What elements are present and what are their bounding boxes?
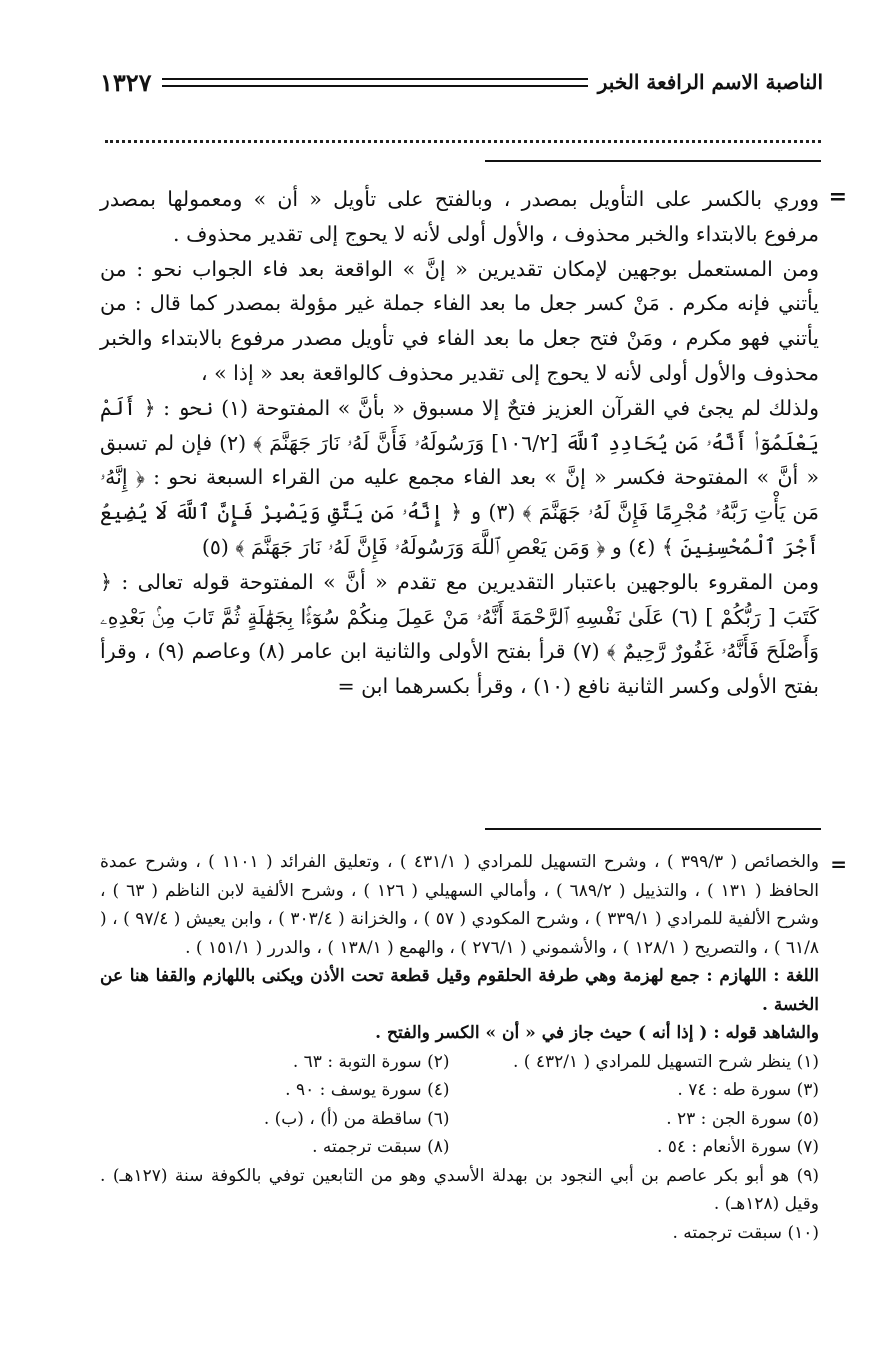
footnote-item: (١) ينظر شرح التسهيل للمرادي ( ٤٣٢/١ ) .: [512, 1051, 819, 1072]
body-paragraph-2: ومن المستعمل بوجهين لإمكان تقديرين « إنَّ » الواقعة بعد فاء الجواب نحو : من يأتني فإنه مكرم . مَنْ كسر جعل ما بعد الفاء جملة غير مؤولة بمصدر كما قال : من يأتني فهو مكرم ، ومَنْ فتح جعل ما بعد الفاء في تأويل مصدر مرفوع بالابتداء والخبر محذوف والأول أولى لأنه لا يحوج إلى تقدير محذوف كالواقعة بعد « إذا » ،: [100, 256, 820, 385]
footnote-item: (٧) سورة الأنعام : ٥٤ .: [656, 1137, 819, 1157]
footnote-sources: والخصائص ( ٣٩٩/٣ ) ، وشرح التسهيل للمرادي ( ٤٣١/١ ) ، وتعليق الفرائد ( ١١٠١ ) ، وشرح عمدة الحافظ ( ١٣١ ) ، والتذييل ( ٦٨٩/٢ ) ، وأمالي السهيلي ( ١٢٦ ) ، وشرح الألفية لابن الناظم ( ٦٣ ) ، وشرح الألفية للمرادي ( ٣٣٩/١ ) ، وشرح المكودي ( ٥٧ ) ، والخزانة ( ٣٠٣/٤ ) ، وابن يعيش ( ٩٧/٤ ) ، ( ٦١/٨ ) ، والتصريح ( ١٢٨/١ ) ، والأشموني ( ٢٧٦/١ ) ، والهمع ( ١٣٨/١ ) ، والدرر ( ١٥١/١ ) .: [100, 852, 820, 958]
footnote-list-end: [100, 1219, 819, 1248]
footnote-rule: [485, 828, 821, 830]
footnote-item: (٤) سورة يوسف : ٩٠ .: [285, 1080, 450, 1100]
footnote-evidence: والشاهد قوله : ( إذا أنه ) حيث جاز في « أن » الكسر والفتح .: [375, 1023, 819, 1043]
continuation-mark-footnotes: =: [830, 852, 847, 876]
dotted-separator: [105, 140, 821, 143]
running-header: [100, 62, 823, 102]
body-paragraph-4: ومن المقروء بالوجهين باعتبار التقديرين مع تقدم « أنَّ » المفتوحة قوله تعالى : ﴿ كَتَبَ [ رَبُّكُمْ ] (٦) عَلَىٰ نَفْسِهِ ٱلرَّحْمَةَ أَنَّهُۥ مَنْ عَمِلَ مِنكُمْ سُوٓءًۢا بِجَهَٰلَةٍ ثُمَّ تَابَ مِنۢ بَعْدِهِۦ وَأَصْلَحَ فَأَنَّهُۥ غَفُورٌ رَّحِيمٌ ﴾ (٧) قرأ بفتح الأولى والثانية ابن عامر (٨) وعاصم (٩) ، وقرأ بفتح الأولى وكسر الثانية نافع (١٠) ، وقرأ بكسرهما ابن =: [100, 569, 819, 699]
footnote-language: اللغة : اللهازم : جمع لهزمة وهي طرفة الحلقوم وقيل قطعة تحت الأذن ويكنى باللهازم والقفا هنا عن الخسة .: [100, 966, 819, 1015]
footnote-item: (٨) سبقت ترجمته .: [312, 1137, 450, 1157]
page-number: ١٣٢٧: [100, 67, 152, 97]
continuation-mark-top: =: [828, 184, 847, 210]
footnote-10: (١٠) سبقت ترجمته .: [672, 1222, 819, 1243]
footnote-list: [100, 1048, 819, 1162]
main-text: [100, 182, 819, 704]
footnote-item: (٢) سورة التوبة : ٦٣ .: [292, 1051, 450, 1072]
footnotes: [100, 848, 819, 1247]
header-title: الناصبة الاسم الرافعة الخبر: [597, 70, 823, 94]
header-rule: [162, 78, 588, 87]
footnote-item: (٦) ساقطة من (أ) ، (ب) .: [263, 1108, 450, 1129]
top-rule: [485, 160, 821, 162]
body-paragraph-1: ووري بالكسر على التأويل بمصدر ، وبالفتح على تأويل « أن » ومعمولها بمصدر مرفوع بالابتداء والخبر محذوف ، والأول أولى لأنه لا يحوج إلى تقدير محذوف .: [100, 187, 819, 246]
body-paragraph-3: ولذلك لم يجئ في القرآن العزيز فتحٌ إلا مسبوق « بأنَّ » المفتوحة (١) نحو : ﴿ أَلَمْ يَعْلَمُوٓا۟ أَنَّهُۥ مَن يُحَادِدِ ٱللَّهَ [١٠٦/٢] وَرَسُولَهُۥ فَأَنَّ لَهُۥ نَارَ جَهَنَّمَ ﴾ (٢) فإن لم تسبق « أنَّ » المفتوحة فكسر « إنَّ » بعد الفاء مجمع عليه من القراء السبعة نحو : ﴿ إِنَّهُۥ مَن يَأْتِ رَبَّهُۥ مُجْرِمًا فَإِنَّ لَهُۥ جَهَنَّمَ ﴾ (٣) و ﴿ إِنَّهُۥ مَن يَتَّقِ وَيَصْبِرْ فَإِنَّ ٱللَّهَ لَا يُضِيعُ أَجْرَ ٱلْمُحْسِنِينَ ﴾ (٤) و ﴿ وَمَن يَعْصِ ٱللَّهَ وَرَسُولَهُۥ فَإِنَّ لَهُۥ نَارَ جَهَنَّمَ ﴾ (٥): [100, 395, 819, 559]
footnote-item: (٥) سورة الجن : ٢٣ .: [666, 1108, 819, 1129]
footnote-9: (٩) هو أبو بكر عاصم بن أبي النجود بن بهدلة الأسدي وهو من التابعين توفي بالكوفة سنة (١٢٧هـ) . وقيل (١٢٨هـ) .: [100, 1165, 819, 1214]
footnote-item: (٣) سورة طه : ٧٤ .: [677, 1080, 819, 1100]
